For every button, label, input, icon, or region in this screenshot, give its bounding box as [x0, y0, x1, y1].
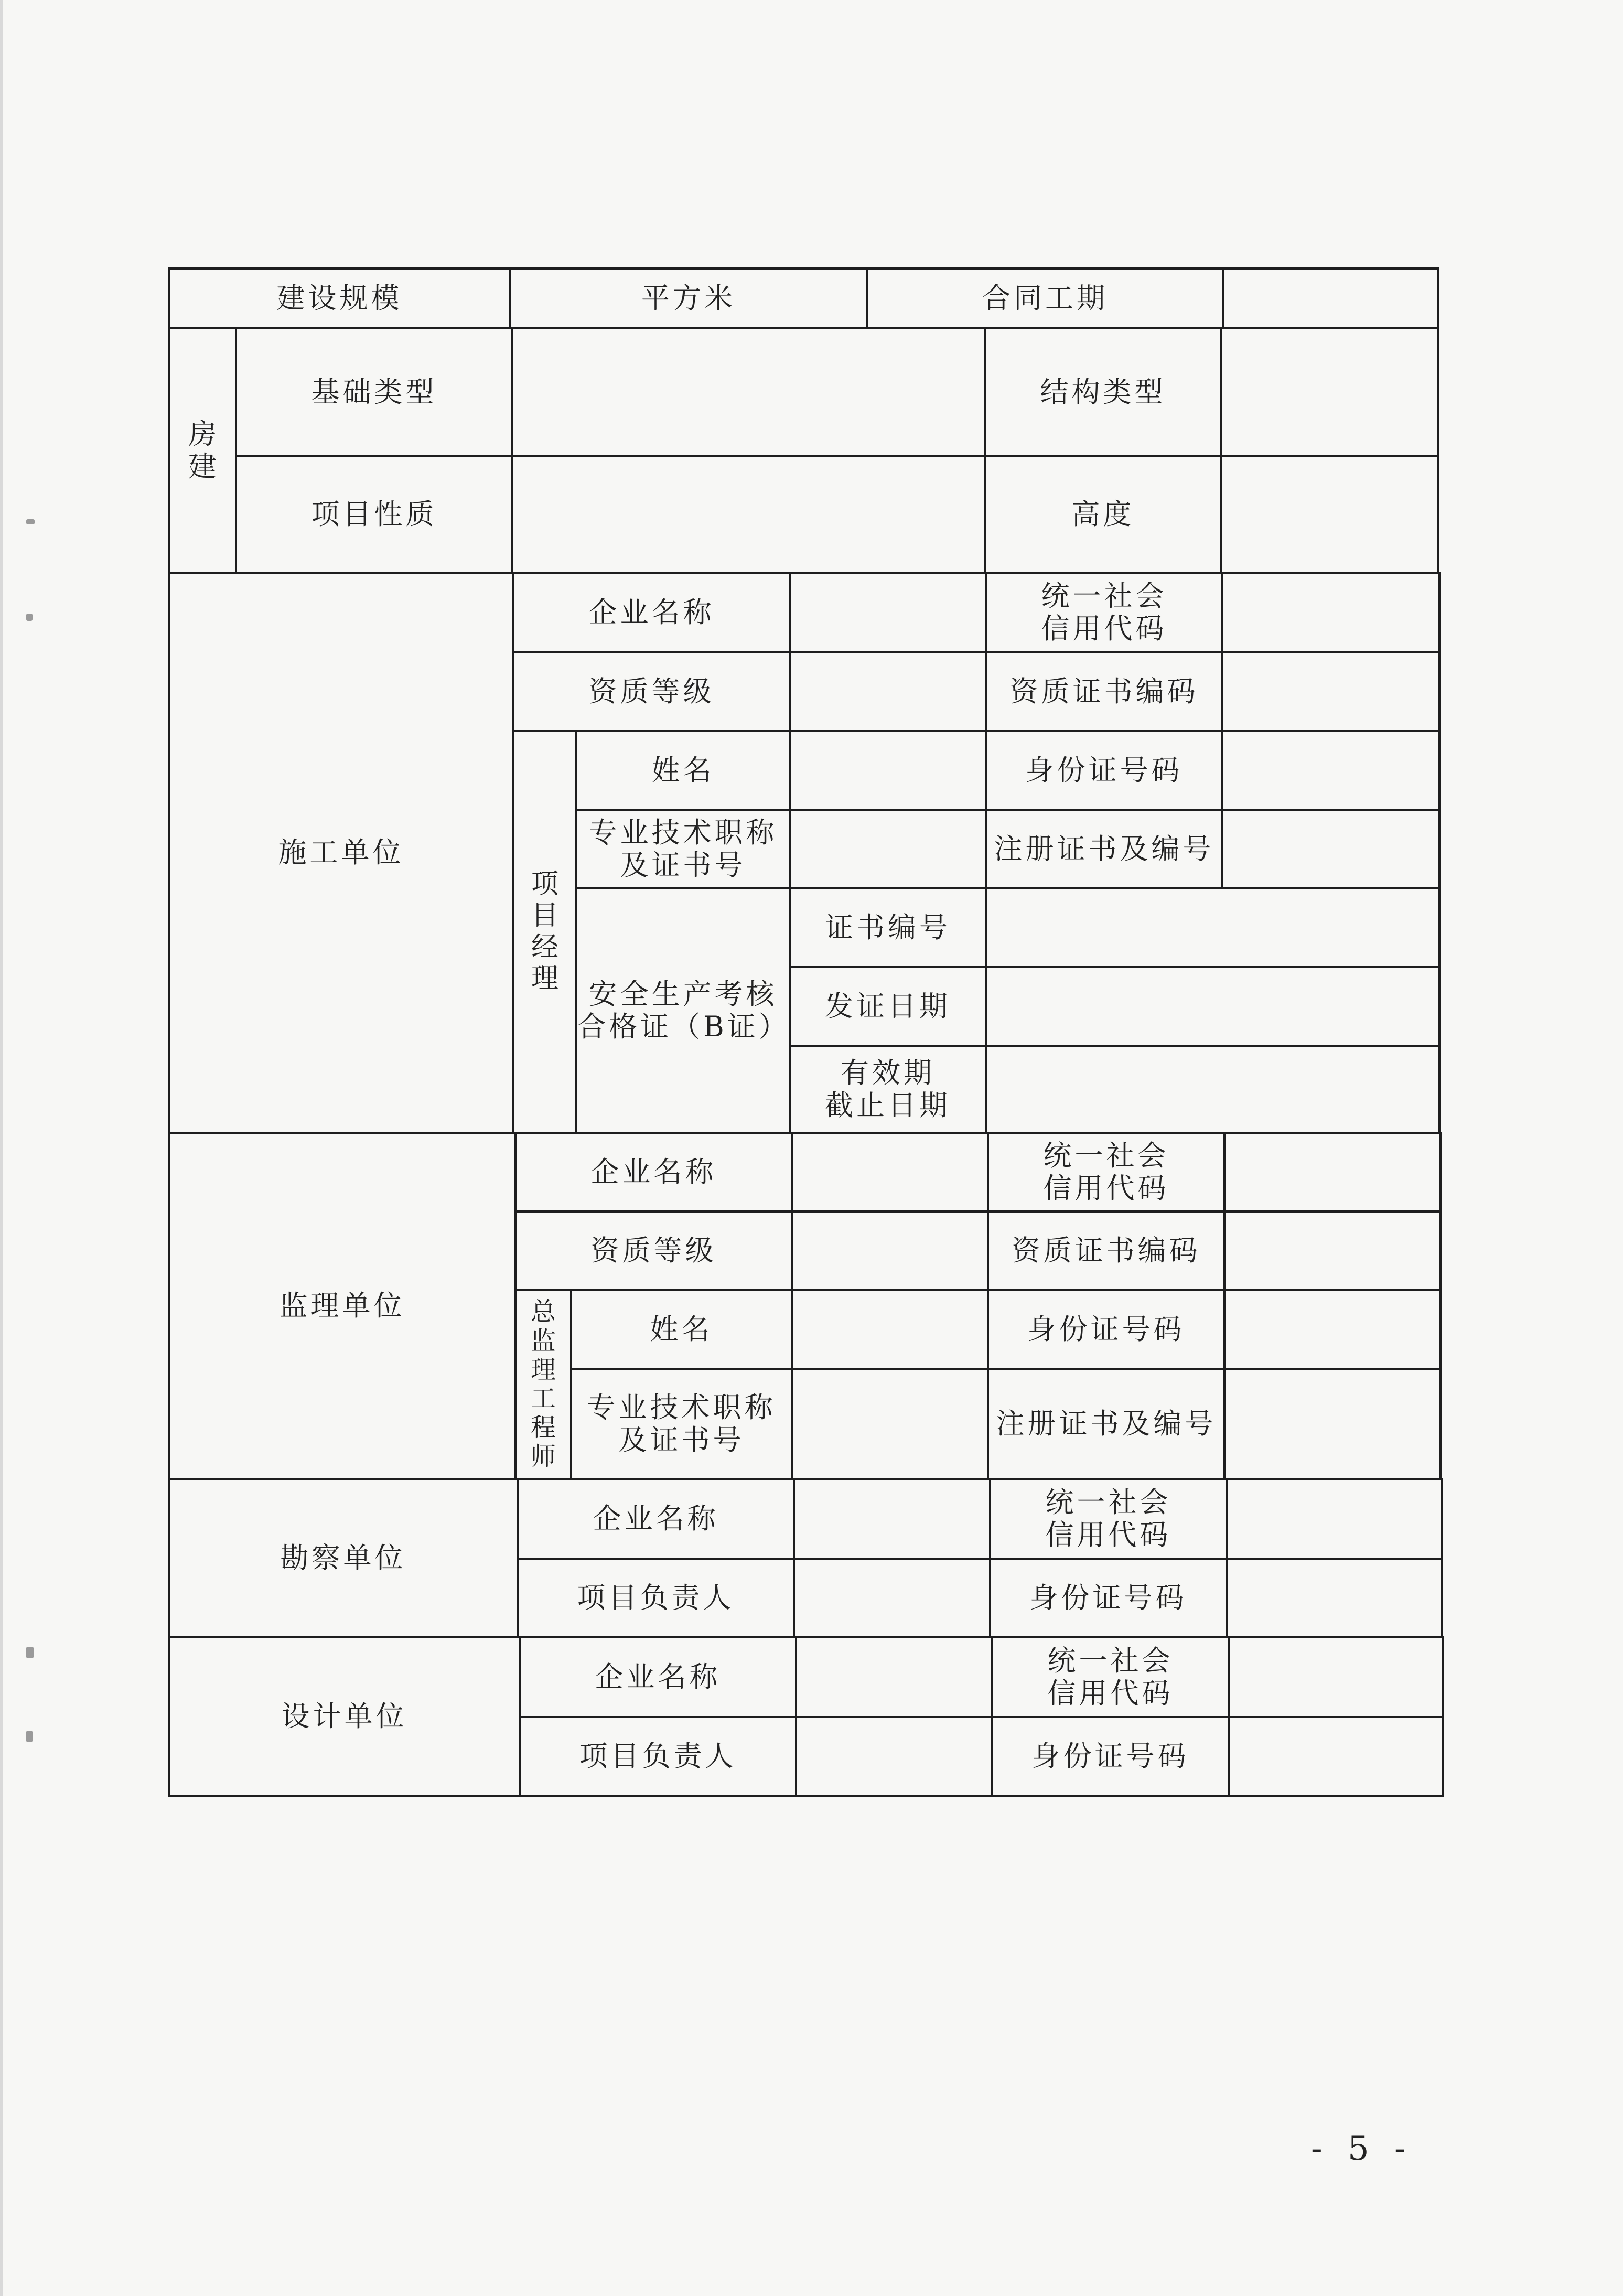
- manager-name-label: 姓名: [575, 730, 791, 811]
- structure-type-value[interactable]: [1220, 327, 1439, 457]
- duration-value-cell[interactable]: [1222, 267, 1439, 329]
- construction-credit-code-value[interactable]: [1221, 572, 1441, 653]
- chief-reg-cert-value[interactable]: [1223, 1368, 1442, 1480]
- chief-reg-cert-label: 注册证书及编号: [987, 1368, 1226, 1480]
- supervision-unit-label: 监理单位: [168, 1132, 517, 1480]
- chief-title-cert-value[interactable]: [791, 1368, 989, 1480]
- construction-qualification-cert-label: 资质证书编码: [985, 651, 1223, 732]
- structure-type-label: 结构类型: [984, 327, 1222, 457]
- construction-credit-code-label: 统一社会 信用代码: [985, 572, 1223, 653]
- supervision-credit-code-label: 统一社会 信用代码: [987, 1132, 1226, 1213]
- chief-name-value[interactable]: [791, 1289, 989, 1370]
- construction-qualification-level-value[interactable]: [789, 651, 987, 732]
- supervision-qualification-cert-value[interactable]: [1223, 1210, 1442, 1291]
- safety-issue-date-value[interactable]: [985, 966, 1441, 1047]
- supervision-qualification-level-value[interactable]: [791, 1210, 989, 1291]
- supervision-qualification-level-label: 资质等级: [514, 1210, 793, 1291]
- construction-company-name-label: 企业名称: [512, 572, 791, 653]
- chief-id-value[interactable]: [1223, 1289, 1442, 1370]
- manager-id-label: 身份证号码: [985, 730, 1223, 811]
- manager-name-value[interactable]: [789, 730, 987, 811]
- housing-group-label: 房 建: [168, 327, 237, 574]
- safety-issue-date-label: 发证日期: [789, 966, 987, 1047]
- scale-label-cell: 建设规模: [168, 267, 511, 329]
- survey-company-name-label: 企业名称: [517, 1478, 795, 1560]
- design-leader-value[interactable]: [795, 1716, 993, 1797]
- design-id-label: 身份证号码: [991, 1716, 1230, 1797]
- design-company-name-value[interactable]: [795, 1636, 993, 1718]
- manager-reg-cert-value[interactable]: [1221, 809, 1441, 889]
- scale-unit-cell: 平方米: [509, 267, 868, 329]
- foundation-type-label: 基础类型: [235, 327, 513, 457]
- survey-company-name-value[interactable]: [793, 1478, 991, 1560]
- survey-credit-code-value[interactable]: [1226, 1478, 1443, 1560]
- manager-title-cert-label: 专业技术职称 及证书号: [575, 809, 791, 889]
- construction-company-name-value[interactable]: [789, 572, 987, 653]
- chief-title-cert-label: 专业技术职称 及证书号: [570, 1368, 793, 1480]
- project-nature-value[interactable]: [511, 455, 986, 574]
- survey-leader-label: 项目负责人: [517, 1558, 795, 1638]
- design-credit-code-value[interactable]: [1228, 1636, 1444, 1718]
- chief-supervisor-group-label: 总 监 理 工 程 师: [514, 1289, 572, 1480]
- design-company-name-label: 企业名称: [519, 1636, 797, 1718]
- height-value[interactable]: [1220, 455, 1439, 574]
- project-manager-group-label: 项 目 经 理: [512, 730, 577, 1134]
- manager-id-value[interactable]: [1221, 730, 1441, 811]
- survey-id-value[interactable]: [1226, 1558, 1443, 1638]
- safety-cert-label: 安全生产考核 合格证（B证）: [575, 887, 791, 1134]
- manager-reg-cert-label: 注册证书及编号: [985, 809, 1223, 889]
- safety-expiry-value[interactable]: [985, 1045, 1441, 1134]
- supervision-credit-code-value[interactable]: [1223, 1132, 1442, 1213]
- supervision-qualification-cert-label: 资质证书编码: [987, 1210, 1226, 1291]
- safety-expiry-label: 有效期 截止日期: [789, 1045, 987, 1134]
- construction-unit-label: 施工单位: [168, 572, 514, 1134]
- page-number: - 5 -: [1311, 2129, 1413, 2168]
- design-unit-label: 设计单位: [168, 1636, 521, 1797]
- project-nature-label: 项目性质: [235, 455, 513, 574]
- survey-leader-value[interactable]: [793, 1558, 991, 1638]
- height-label: 高度: [984, 455, 1222, 574]
- design-leader-label: 项目负责人: [519, 1716, 797, 1797]
- construction-qualification-cert-value[interactable]: [1221, 651, 1441, 732]
- safety-cert-no-label: 证书编号: [789, 887, 987, 968]
- duration-label-cell: 合同工期: [866, 267, 1224, 329]
- survey-unit-label: 勘察单位: [168, 1478, 519, 1638]
- design-id-value[interactable]: [1228, 1716, 1444, 1797]
- manager-title-cert-value[interactable]: [789, 809, 987, 889]
- chief-name-label: 姓名: [570, 1289, 793, 1370]
- construction-qualification-level-label: 资质等级: [512, 651, 791, 732]
- safety-cert-no-value[interactable]: [985, 887, 1441, 968]
- design-credit-code-label: 统一社会 信用代码: [991, 1636, 1230, 1718]
- survey-id-label: 身份证号码: [989, 1558, 1228, 1638]
- foundation-type-value[interactable]: [511, 327, 986, 457]
- survey-credit-code-label: 统一社会 信用代码: [989, 1478, 1228, 1560]
- supervision-company-name-value[interactable]: [791, 1132, 989, 1213]
- supervision-company-name-label: 企业名称: [514, 1132, 793, 1213]
- chief-id-label: 身份证号码: [987, 1289, 1226, 1370]
